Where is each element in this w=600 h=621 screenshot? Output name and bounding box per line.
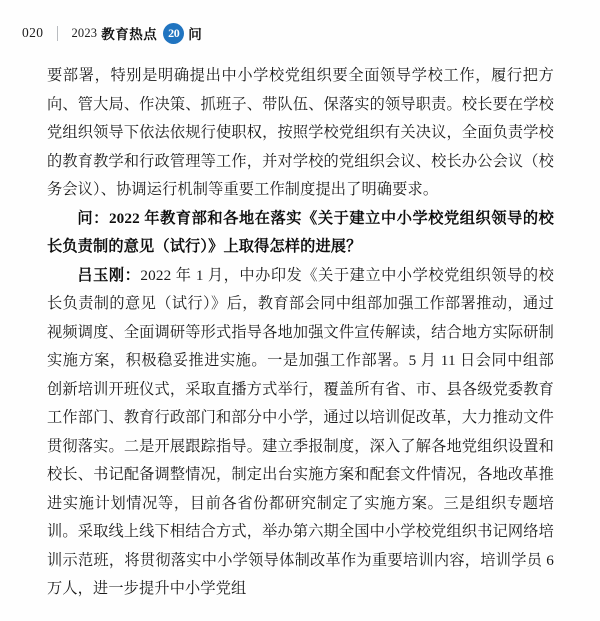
answer-speaker-name: 吕玉刚 bbox=[77, 266, 125, 284]
header-title-suffix: 问 bbox=[188, 27, 203, 42]
running-head bbox=[22, 20, 202, 46]
header-year: 2023 bbox=[71, 25, 98, 40]
header-divider bbox=[57, 26, 58, 41]
answer-speaker-separator: ： bbox=[124, 266, 141, 284]
paragraph-continued: 要部署，特别是明确提出中小学校党组织要全面领导学校工作，履行把方向、管大局、作决策、抓班子、带队伍、保落实的领导职责。校长要在学校党组织领导下依法依规行使职权，按照学校党组织有关决议，全面负责学校的教育教学和行政管理等工作，并对学校的党组织会议、校长办公会议（校务会议）、协调运行机制等重要工作制度提出了明确要求。 bbox=[47, 67, 554, 198]
header-book-title: 教育热点 bbox=[101, 27, 158, 42]
header-count-badge: 20 bbox=[163, 23, 184, 44]
paragraph-answer bbox=[47, 262, 554, 604]
answer-body-text: 2022 年 1 月，中办印发《关于建立中小学校党组织领导的校长负责制的意见（试行）》后，教育部会同中组部加强工作部署推动，通过视频调度、全面调研等形式指导各地加强文件宣传解读，结合地方实际研制实施方案，积极稳妥推进实施。一是加强工作部署。5 月 11 日会同中组部创新培训开班仪式，采取直播方式举行，覆盖所有省、市、县各级党委教育工作部门、教育行政部门和部分中小学，通过以培训促改革，大力推动文件贯彻落实。二是开展跟踪指导。建立季报制度，深入了解各地党组织设置和校长、书记配备调整情况，制定出台实施方案和配套文件情况，各地改革推进实施计划情况等，目前各省份都研究制定了实施方案。三是组织专题培训。采取线上线下相结合方式，举办第六期全国中小学校党组织书记网络培训示范班，将贯彻落实中小学领导体制改革作为重要培训内容，培训学员 6 万人，进一步提升中小学党组 bbox=[47, 266, 554, 597]
body-text-block bbox=[47, 62, 554, 604]
paragraph-question: 问：2022 年教育部和各地在落实《关于建立中小学校党组织领导的校长负责制的意见（试行）》上取得怎样的进展？ bbox=[47, 209, 554, 255]
page-folio-number: 020 bbox=[22, 25, 44, 40]
